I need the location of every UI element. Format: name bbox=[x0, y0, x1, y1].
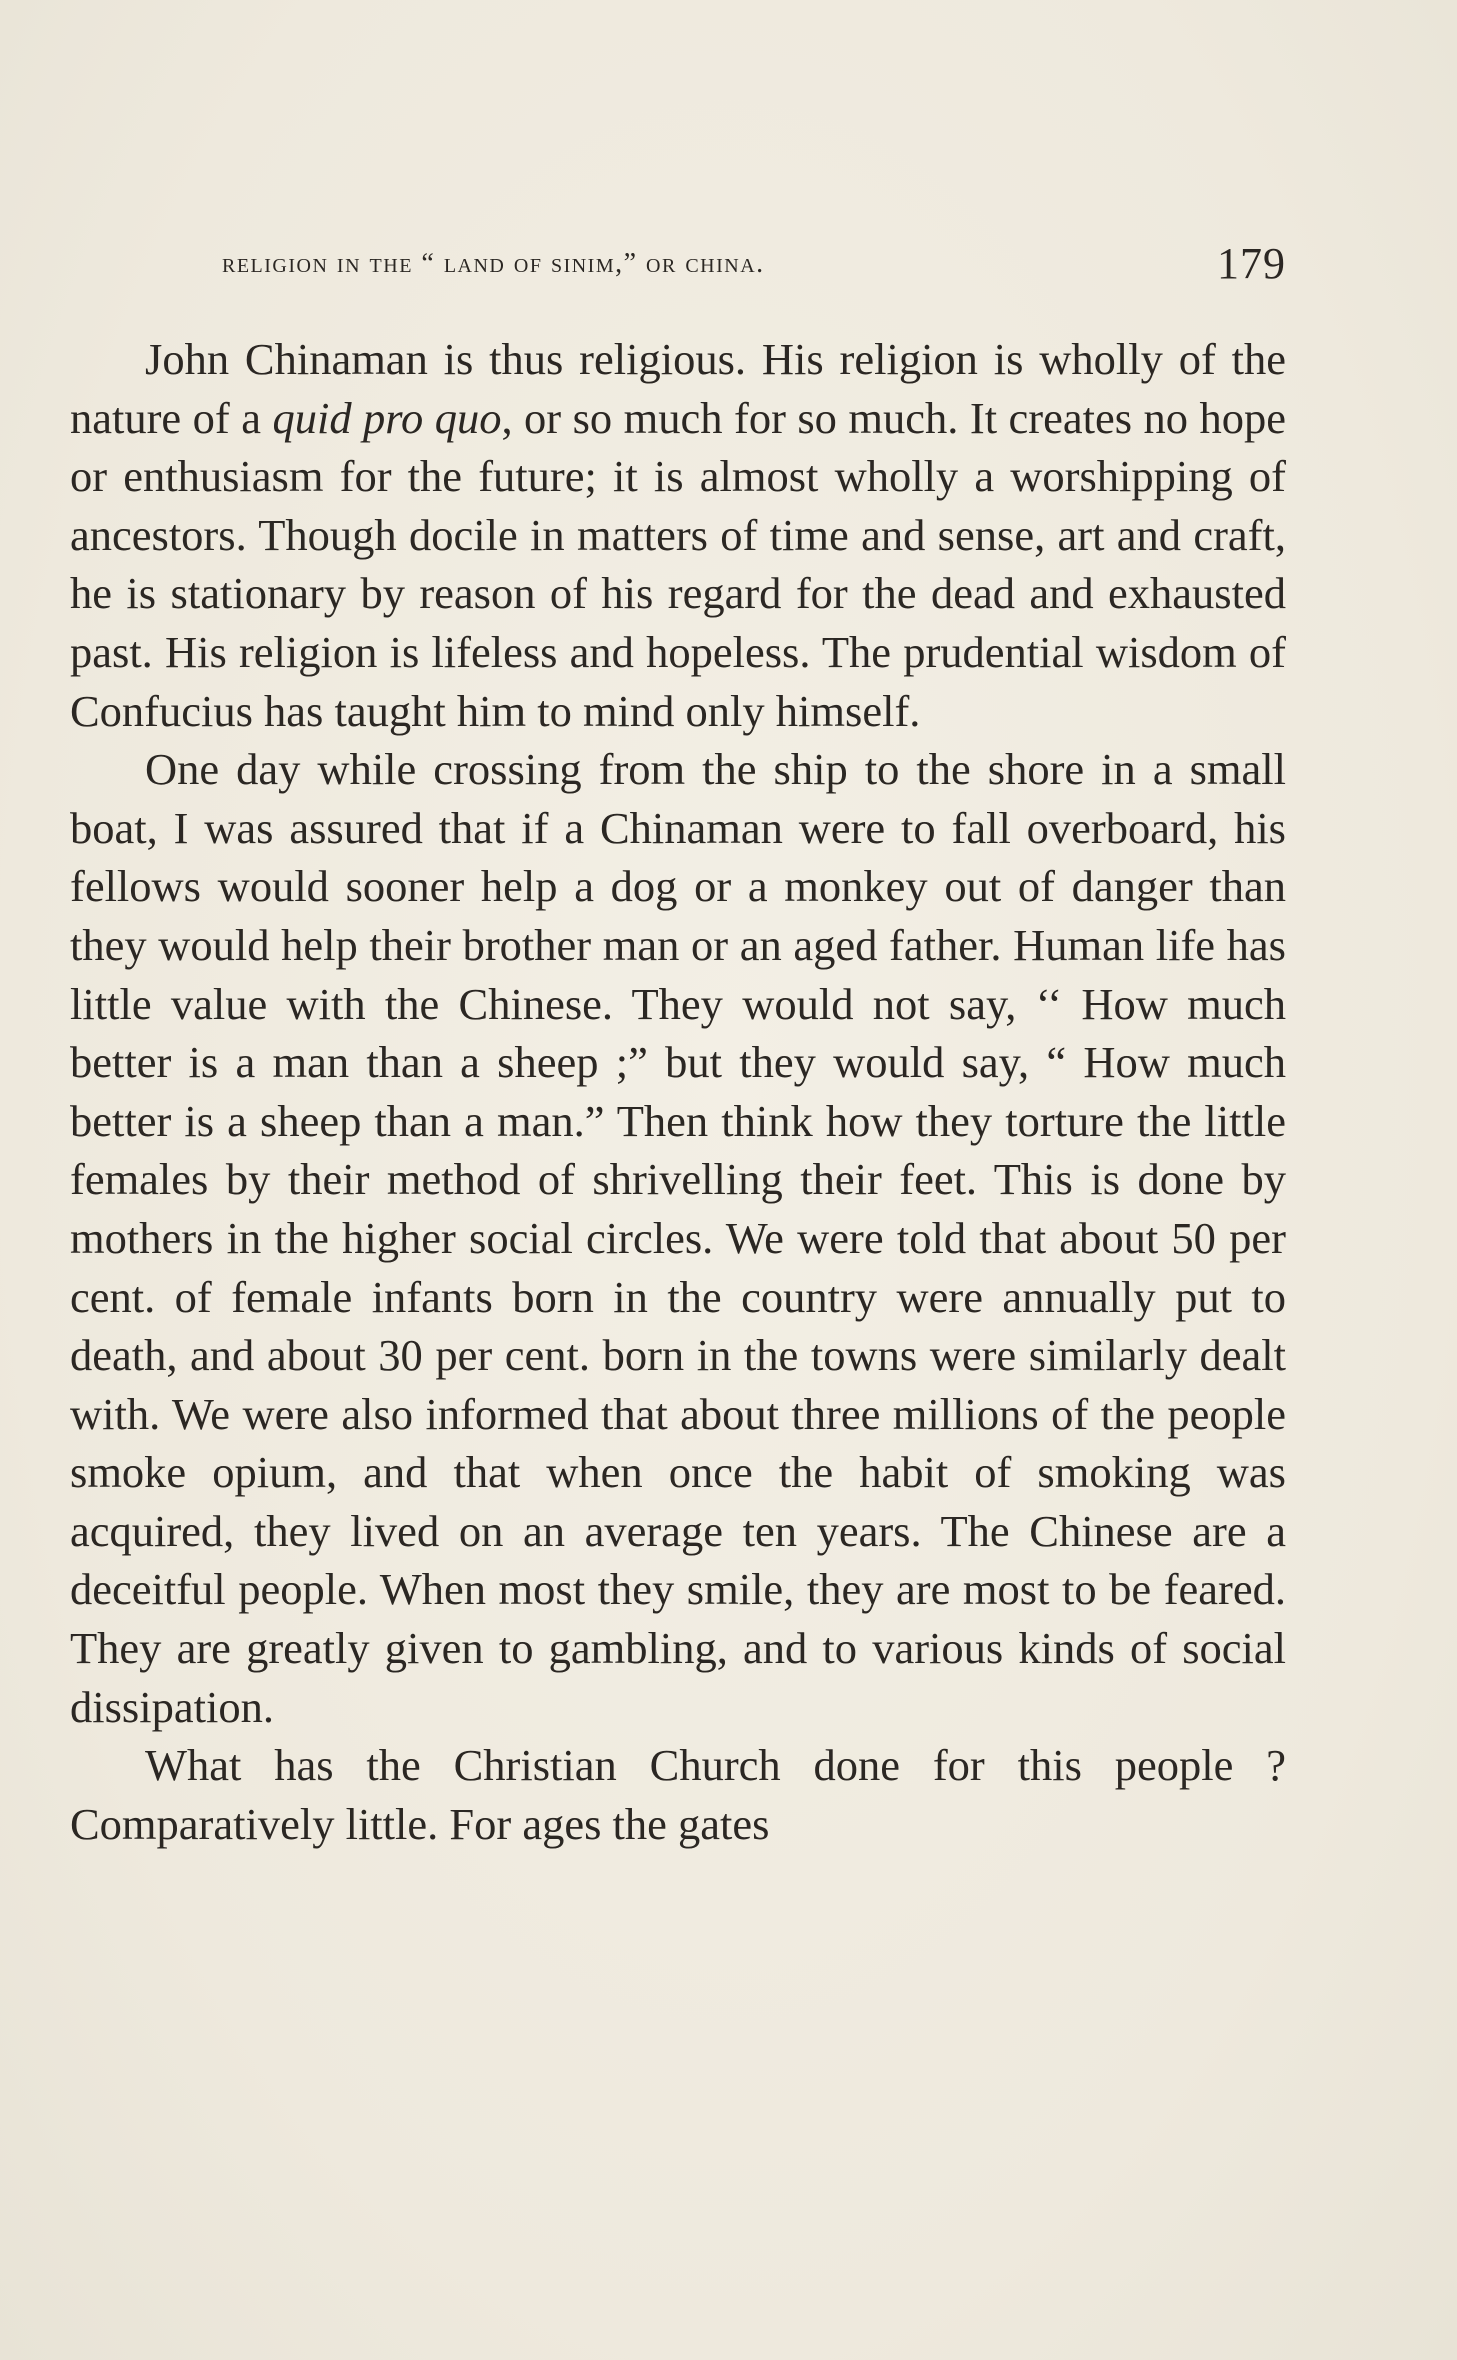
paragraph-1 bbox=[70, 330, 1286, 740]
paragraph-3: What has the Christian Church done for this people ? Comparatively little. For ages the gates bbox=[70, 1740, 1286, 1849]
paragraph-1-text-end: , or so much for so much. It creates no hope or enthusiasm for the future; it is almost wholly a worshipping of ancestors. Though docile in matters of time and sense, art and craft, he is stationary by reason of his regard for the dead and exhausted past. His religion is lifeless and hopeless. The prudential wisdom of Confucius has taught him to mind only himself. bbox=[70, 392, 1287, 736]
running-head: religion in the “ land of sinim,” or china. bbox=[222, 248, 765, 279]
italic-phrase: quid pro quo bbox=[272, 392, 502, 443]
body-text bbox=[70, 330, 1286, 1853]
paragraph-2: One day while crossing from the ship to the shore in a small boat, I was assured that if a Chinaman were to fall overboard, his fellows would sooner help a dog or a monkey out of danger than they would help their brother man or an aged father. Human life has little value with the Chinese. They would not say, ‘‘ How much better is a man than a sheep ;” but they would say, “ How much better is a sheep than a man.” Then think how they torture the little females by their method of shrivelling their feet. This is done by mothers in the higher social circles. We were told that about 50 per cent. of female infants born in the country were annually put to death, and about 30 per cent. born in the towns were similarly dealt with. We were also informed that about three millions of the people smoke opium, and that when once the habit of smoking was acquired, they lived on an average ten years. The Chinese are a deceitful people. When most they smile, they are most to be feared. They are greatly given to gambling, and to various kinds of social dissipation. bbox=[70, 744, 1286, 1732]
page-number: 179 bbox=[1217, 239, 1286, 288]
paragraph-1-text-start: John Chinaman is thus religious. His religion is wholly of the nature of a bbox=[70, 334, 1286, 443]
page-header bbox=[70, 238, 1286, 298]
